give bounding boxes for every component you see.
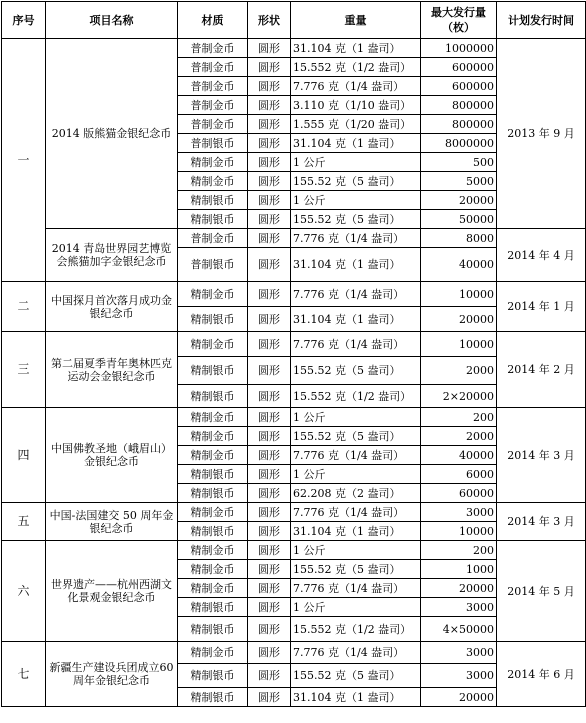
material-cell: 精制银币 — [178, 617, 248, 642]
quantity-cell: 50000 — [421, 210, 497, 229]
weight-cell: 15.552 克（1/2 盎司） — [291, 617, 421, 642]
group-seq: 一 — [2, 39, 46, 282]
project-name: 中国探月首次落月成功金银纪念币 — [46, 282, 178, 332]
planned-date: 2014 年 3 月 — [497, 503, 586, 541]
material-cell: 精制金币 — [178, 579, 248, 598]
quantity-cell: 10000 — [421, 332, 497, 357]
weight-cell: 155.52 克（5 盎司） — [291, 664, 421, 688]
quantity-cell: 600000 — [421, 77, 497, 96]
group-seq: 二 — [2, 282, 46, 332]
table-row — [2, 503, 586, 522]
quantity-cell: 2000 — [421, 427, 497, 446]
weight-cell: 7.776 克（1/4 盎司） — [291, 282, 421, 307]
material-cell: 精制金币 — [178, 282, 248, 307]
weight-cell: 31.104 克（1 盎司） — [291, 248, 421, 282]
material-cell: 精制金币 — [178, 408, 248, 427]
shape-cell: 圆形 — [248, 688, 291, 707]
quantity-cell: 3000 — [421, 664, 497, 688]
header-material: 材质 — [178, 2, 248, 39]
header-row — [2, 2, 586, 39]
group-seq: 三 — [2, 332, 46, 408]
weight-cell: 155.52 克（5 盎司） — [291, 172, 421, 191]
material-cell: 精制金币 — [178, 503, 248, 522]
planned-date: 2014 年 5 月 — [497, 541, 586, 642]
quantity-cell: 8000 — [421, 229, 497, 248]
planned-date: 2014 年 2 月 — [497, 332, 586, 408]
quantity-cell: 1000 — [421, 560, 497, 579]
material-cell: 精制银币 — [178, 484, 248, 503]
weight-cell: 1 公斤 — [291, 541, 421, 560]
weight-cell: 31.104 克（1 盎司） — [291, 39, 421, 58]
material-cell: 精制金币 — [178, 642, 248, 664]
weight-cell: 7.776 克（1/4 盎司） — [291, 332, 421, 357]
shape-cell: 圆形 — [248, 579, 291, 598]
material-cell: 精制银币 — [178, 522, 248, 541]
quantity-cell: 20000 — [421, 688, 497, 707]
weight-cell: 155.52 克（5 盎司） — [291, 210, 421, 229]
shape-cell: 圆形 — [248, 153, 291, 172]
material-cell: 精制银币 — [178, 357, 248, 385]
shape-cell: 圆形 — [248, 484, 291, 503]
material-cell: 普制金币 — [178, 229, 248, 248]
shape-cell: 圆形 — [248, 385, 291, 408]
shape-cell: 圆形 — [248, 560, 291, 579]
quantity-cell: 60000 — [421, 484, 497, 503]
quantity-cell: 40000 — [421, 446, 497, 465]
weight-cell: 1.555 克（1/20 盎司） — [291, 115, 421, 134]
project-name: 2014 青岛世界园艺博览会熊猫加字金银纪念币 — [46, 229, 178, 282]
material-cell: 精制金币 — [178, 541, 248, 560]
material-cell: 精制银币 — [178, 598, 248, 617]
shape-cell: 圆形 — [248, 282, 291, 307]
weight-cell: 1 公斤 — [291, 191, 421, 210]
quantity-cell: 800000 — [421, 96, 497, 115]
material-cell: 精制金币 — [178, 172, 248, 191]
material-cell: 精制金币 — [178, 446, 248, 465]
weight-cell: 7.776 克（1/4 盎司） — [291, 446, 421, 465]
weight-cell: 7.776 克（1/4 盎司） — [291, 503, 421, 522]
shape-cell: 圆形 — [248, 332, 291, 357]
quantity-cell: 600000 — [421, 58, 497, 77]
planned-date: 2014 年 1 月 — [497, 282, 586, 332]
project-name: 中国佛教圣地（峨眉山）金银纪念币 — [46, 408, 178, 503]
material-cell: 精制银币 — [178, 664, 248, 688]
header-max-issuance: 最大发行量（枚） — [421, 2, 497, 39]
weight-cell: 1 公斤 — [291, 153, 421, 172]
material-cell: 普制金币 — [178, 115, 248, 134]
shape-cell: 圆形 — [248, 408, 291, 427]
shape-cell: 圆形 — [248, 541, 291, 560]
material-cell: 普制银币 — [178, 248, 248, 282]
shape-cell: 圆形 — [248, 77, 291, 96]
shape-cell: 圆形 — [248, 307, 291, 332]
shape-cell: 圆形 — [248, 229, 291, 248]
shape-cell: 圆形 — [248, 664, 291, 688]
table-row — [2, 408, 586, 427]
header-seq: 序号 — [2, 2, 46, 39]
project-name: 2014 版熊猫金银纪念币 — [46, 39, 178, 229]
shape-cell: 圆形 — [248, 58, 291, 77]
weight-cell: 7.776 克（1/4 盎司） — [291, 77, 421, 96]
header-project-name: 项目名称 — [46, 2, 178, 39]
shape-cell: 圆形 — [248, 427, 291, 446]
shape-cell: 圆形 — [248, 503, 291, 522]
header-planned-date: 计划发行时间 — [497, 2, 586, 39]
shape-cell: 圆形 — [248, 642, 291, 664]
shape-cell: 圆形 — [248, 465, 291, 484]
weight-cell: 31.104 克（1 盎司） — [291, 307, 421, 332]
material-cell: 精制金币 — [178, 332, 248, 357]
shape-cell: 圆形 — [248, 598, 291, 617]
weight-cell: 31.104 克（1 盎司） — [291, 688, 421, 707]
material-cell: 普制金币 — [178, 39, 248, 58]
project-name: 新疆生产建设兵团成立60周年金银纪念币 — [46, 642, 178, 707]
header-weight: 重量 — [291, 2, 421, 39]
quantity-cell: 200 — [421, 408, 497, 427]
quantity-cell: 6000 — [421, 465, 497, 484]
shape-cell: 圆形 — [248, 172, 291, 191]
weight-cell: 31.104 克（1 盎司） — [291, 522, 421, 541]
material-cell: 普制金币 — [178, 96, 248, 115]
group-seq: 七 — [2, 642, 46, 707]
weight-cell: 155.52 克（5 盎司） — [291, 427, 421, 446]
project-name: 第二届夏季青年奥林匹克运动会金银纪念币 — [46, 332, 178, 408]
material-cell: 精制金币 — [178, 560, 248, 579]
quantity-cell: 10000 — [421, 282, 497, 307]
weight-cell: 7.776 克（1/4 盎司） — [291, 579, 421, 598]
weight-cell: 7.776 克（1/4 盎司） — [291, 229, 421, 248]
quantity-cell: 10000 — [421, 522, 497, 541]
shape-cell: 圆形 — [248, 96, 291, 115]
weight-cell: 1 公斤 — [291, 465, 421, 484]
quantity-cell: 20000 — [421, 579, 497, 598]
quantity-cell: 3000 — [421, 503, 497, 522]
weight-cell: 1 公斤 — [291, 408, 421, 427]
group-seq: 四 — [2, 408, 46, 503]
project-name: 世界遗产——杭州西湖文化景观金银纪念币 — [46, 541, 178, 642]
weight-cell: 155.52 克（5 盎司） — [291, 560, 421, 579]
quantity-cell: 20000 — [421, 191, 497, 210]
material-cell: 精制金币 — [178, 153, 248, 172]
weight-cell: 15.552 克（1/2 盎司） — [291, 385, 421, 408]
material-cell: 普制金币 — [178, 77, 248, 96]
planned-date: 2013 年 9 月 — [497, 39, 586, 229]
material-cell: 精制银币 — [178, 210, 248, 229]
material-cell: 精制银币 — [178, 191, 248, 210]
shape-cell: 圆形 — [248, 522, 291, 541]
weight-cell: 7.776 克（1/4 盎司） — [291, 642, 421, 664]
material-cell: 精制银币 — [178, 307, 248, 332]
weight-cell: 3.110 克（1/10 盎司） — [291, 96, 421, 115]
weight-cell: 62.208 克（2 盎司） — [291, 484, 421, 503]
shape-cell: 圆形 — [248, 134, 291, 153]
weight-cell: 155.52 克（5 盎司） — [291, 357, 421, 385]
quantity-cell: 500 — [421, 153, 497, 172]
planned-date: 2014 年 3 月 — [497, 408, 586, 503]
quantity-cell: 20000 — [421, 307, 497, 332]
quantity-cell: 4×50000 — [421, 617, 497, 642]
material-cell: 精制银币 — [178, 385, 248, 408]
shape-cell: 圆形 — [248, 357, 291, 385]
table-row — [2, 332, 586, 357]
shape-cell: 圆形 — [248, 617, 291, 642]
group-seq: 五 — [2, 503, 46, 541]
project-name: 中国-法国建交 50 周年金银纪念币 — [46, 503, 178, 541]
table-row — [2, 39, 586, 58]
quantity-cell: 200 — [421, 541, 497, 560]
shape-cell: 圆形 — [248, 191, 291, 210]
material-cell: 精制银币 — [178, 688, 248, 707]
material-cell: 精制金币 — [178, 427, 248, 446]
header-shape: 形状 — [248, 2, 291, 39]
quantity-cell: 3000 — [421, 598, 497, 617]
weight-cell: 1 公斤 — [291, 598, 421, 617]
material-cell: 普制银币 — [178, 134, 248, 153]
weight-cell: 15.552 克（1/2 盎司） — [291, 58, 421, 77]
shape-cell: 圆形 — [248, 248, 291, 282]
table-row — [2, 642, 586, 664]
material-cell: 普制金币 — [178, 58, 248, 77]
quantity-cell: 1000000 — [421, 39, 497, 58]
planned-date: 2014 年 4 月 — [497, 229, 586, 282]
quantity-cell: 8000000 — [421, 134, 497, 153]
table-row — [2, 282, 586, 307]
quantity-cell: 40000 — [421, 248, 497, 282]
quantity-cell: 5000 — [421, 172, 497, 191]
shape-cell: 圆形 — [248, 115, 291, 134]
quantity-cell: 3000 — [421, 642, 497, 664]
table-row — [2, 541, 586, 560]
group-seq: 六 — [2, 541, 46, 642]
material-cell: 精制银币 — [178, 465, 248, 484]
shape-cell: 圆形 — [248, 446, 291, 465]
table-body — [2, 39, 586, 707]
shape-cell: 圆形 — [248, 39, 291, 58]
quantity-cell: 2000 — [421, 357, 497, 385]
coin-issuance-table — [1, 1, 586, 707]
table-row — [2, 229, 586, 248]
weight-cell: 31.104 克（1 盎司） — [291, 134, 421, 153]
shape-cell: 圆形 — [248, 210, 291, 229]
quantity-cell: 2×20000 — [421, 385, 497, 408]
quantity-cell: 800000 — [421, 115, 497, 134]
planned-date: 2014 年 6 月 — [497, 642, 586, 707]
